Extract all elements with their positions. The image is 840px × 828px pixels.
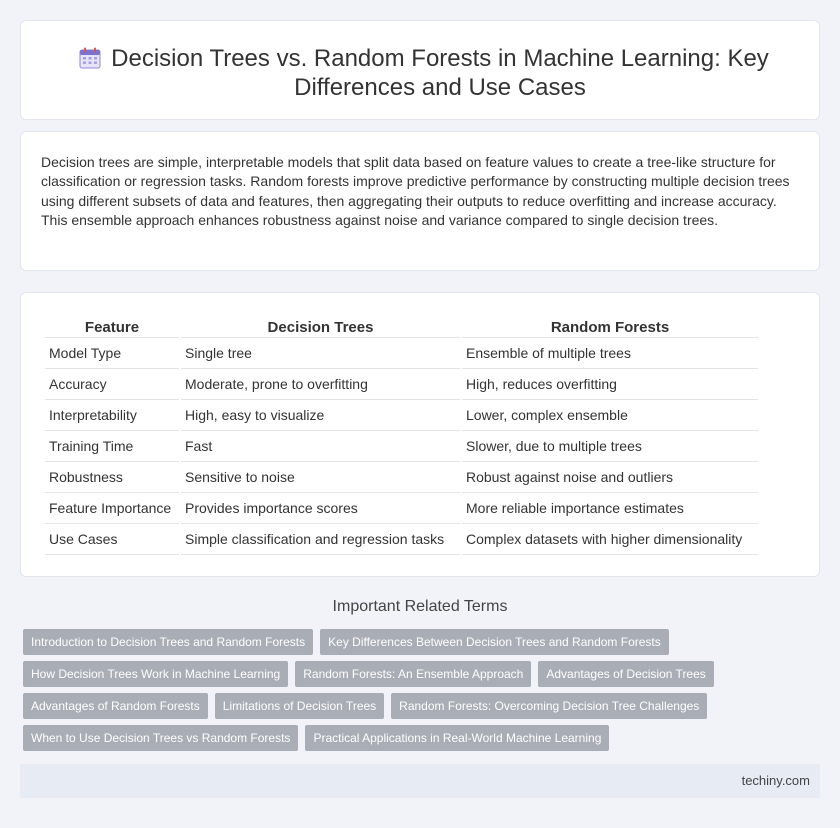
header-card bbox=[20, 20, 820, 120]
tag-row bbox=[23, 629, 823, 655]
footer-site-name[interactable]: techiny.com bbox=[741, 773, 810, 788]
related-term-link[interactable]: Practical Applications in Real-World Machine Learning bbox=[305, 725, 609, 751]
column-header-decision-trees: Decision Trees bbox=[181, 315, 460, 338]
table-cell: Robustness bbox=[45, 462, 179, 493]
comparison-table bbox=[43, 315, 760, 555]
tag-row bbox=[23, 661, 823, 687]
column-header-random-forests: Random Forests bbox=[462, 315, 758, 338]
comparison-card bbox=[20, 292, 820, 577]
related-term-link[interactable]: Key Differences Between Decision Trees and Random Forests bbox=[320, 629, 669, 655]
table-cell: Moderate, prone to overfitting bbox=[181, 369, 460, 400]
table-cell: High, easy to visualize bbox=[181, 400, 460, 431]
related-term-link[interactable]: Random Forests: An Ensemble Approach bbox=[295, 661, 531, 687]
table-header-row bbox=[45, 315, 758, 338]
column-header-feature: Feature bbox=[45, 315, 179, 338]
footer bbox=[20, 764, 820, 798]
intro-paragraph: Decision trees are simple, interpretable models that split data based on feature values to create a tree-like structure for classification or regression tasks. Random forests improve predictive performance by constructing multiple decision trees using different subsets of data and features, then aggregating their outputs to reduce overfitting and increase accuracy. This ensemble approach enhances robustness against noise and variance compared to single decision trees. bbox=[41, 154, 790, 229]
related-term-link[interactable]: Introduction to Decision Trees and Random Forests bbox=[23, 629, 313, 655]
tag-row bbox=[23, 693, 823, 719]
table-cell: Training Time bbox=[45, 431, 179, 462]
table-cell: Ensemble of multiple trees bbox=[462, 338, 758, 369]
tag-row bbox=[23, 725, 823, 751]
table-row bbox=[45, 462, 758, 493]
page-title: Decision Trees vs. Random Forests in Machine Learning: Key Differences and Use Cases bbox=[111, 45, 769, 101]
intro-card bbox=[20, 131, 820, 271]
related-term-link[interactable]: Limitations of Decision Trees bbox=[215, 693, 384, 719]
table-cell: Lower, complex ensemble bbox=[462, 400, 758, 431]
table-cell: Simple classification and regression tasks bbox=[181, 524, 460, 555]
table-cell: Use Cases bbox=[45, 524, 179, 555]
table-cell: Accuracy bbox=[45, 369, 179, 400]
table-cell: Single tree bbox=[181, 338, 460, 369]
table-cell: Complex datasets with higher dimensionality bbox=[462, 524, 758, 555]
table-row bbox=[45, 493, 758, 524]
table-row bbox=[45, 369, 758, 400]
related-term-link[interactable]: How Decision Trees Work in Machine Learning bbox=[23, 661, 288, 687]
table-cell: Slower, due to multiple trees bbox=[462, 431, 758, 462]
table-cell: Interpretability bbox=[45, 400, 179, 431]
table-cell: More reliable importance estimates bbox=[462, 493, 758, 524]
related-term-link[interactable]: Advantages of Decision Trees bbox=[538, 661, 713, 687]
table-row bbox=[45, 400, 758, 431]
related-term-link[interactable]: Advantages of Random Forests bbox=[23, 693, 208, 719]
table-row bbox=[45, 338, 758, 369]
table-cell: Robust against noise and outliers bbox=[462, 462, 758, 493]
table-row bbox=[45, 431, 758, 462]
table-cell: High, reduces overfitting bbox=[462, 369, 758, 400]
related-term-link[interactable]: When to Use Decision Trees vs Random Forests bbox=[23, 725, 298, 751]
table-row bbox=[45, 524, 758, 555]
related-terms-heading: Important Related Terms bbox=[332, 598, 508, 615]
table-cell: Provides importance scores bbox=[181, 493, 460, 524]
table-cell: Model Type bbox=[45, 338, 179, 369]
related-terms-list bbox=[23, 629, 823, 757]
table-cell: Fast bbox=[181, 431, 460, 462]
related-term-link[interactable]: Random Forests: Overcoming Decision Tree Challenges bbox=[391, 693, 707, 719]
table-cell: Feature Importance bbox=[45, 493, 179, 524]
table-cell: Sensitive to noise bbox=[181, 462, 460, 493]
